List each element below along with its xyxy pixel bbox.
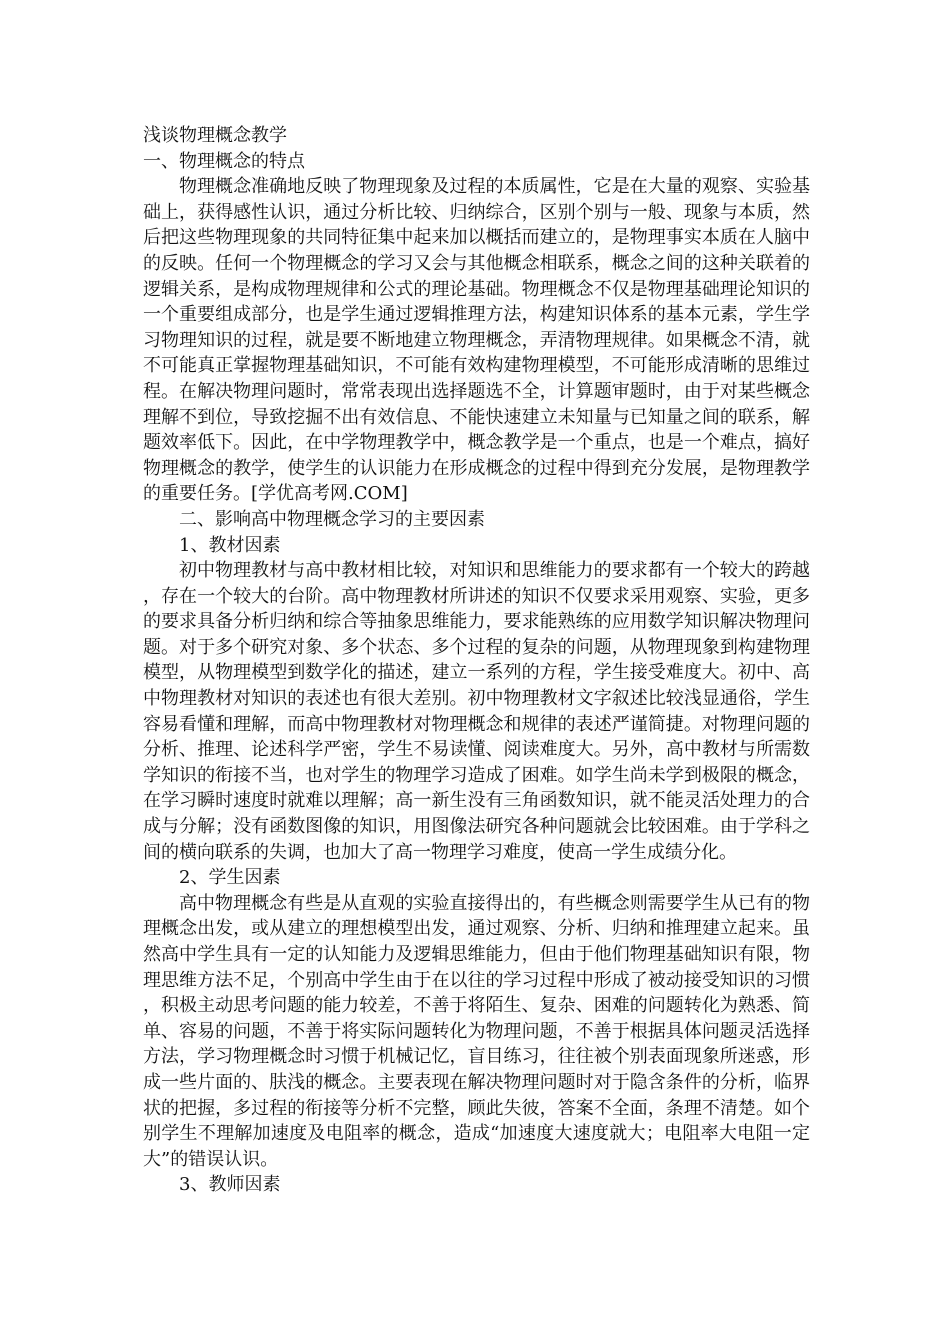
subsection-1-paragraph: 初中物理教材与高中教材相比较，对知识和思维能力的要求都有一个较大的跨越，存在一个较大的台阶。高中物理教材所讲述的知识不仅要求采用观察、实验，更多的要求具备分析归纳和综合等抽象思维能力，要求能熟练的应用数学知识解决物理问题。对于多个研究对象、多个状态、多个过程的复杂的问题，从物理现象到构建物理模型，从物理模型到数学化的描述，建立一系列的方程，学生接受难度大。初中、高中物理教材对知识的表述也有很大差别。初中物理教材文字叙述比较浅显通俗，学生容易看懂和理解，而高中物理教材对物理概念和规律的表述严谨简捷。对物理问题的分析、推理、论述科学严密，学生不易读懂、阅读难度大。另外，高中教材与所需数学知识的衔接不当，也对学生的物理学习造成了困难。如学生尚未学到极限的概念，在学习瞬时速度时就难以理解；高一新生没有三角函数知识，就不能灵活处理力的合成与分解；没有函数图像的知识，用图像法研究各种问题就会比较困难。由于学科之间的横向联系的失调，也加大了高一物理学习难度，使高一学生成绩分化。 bbox=[143, 560, 810, 863]
subsection-1-heading: 1、教材因素 bbox=[179, 534, 281, 556]
document-page bbox=[143, 123, 810, 1198]
document-title: 浅谈物理概念教学 bbox=[143, 125, 287, 146]
section-1-paragraph: 物理概念准确地反映了物理现象及过程的本质属性，它是在大量的观察、实验基础上，获得感性认识，通过分析比较、归纳综合，区别个别与一般、现象与本质，然后把这些物理现象的共同特征集中起来加以概括而建立的，是物理事实本质在人脑中的反映。任何一个物理概念的学习又会与其他概念相联系，概念之间的这种关联着的逻辑关系，是构成物理规律和公式的理论基础。物理概念不仅是物理基础理论知识的一个重要组成部分，也是学生通过逻辑推理方法，构建知识体系的基本元素，学生学习物理知识的过程，就是要不断地建立物理概念，弄清物理规律。如果概念不清，就不可能真正掌握物理基础知识，不可能有效构建物理模型，不可能形成清晰的思维过程。在解决物理问题时，常常表现出选择题选不全，计算题审题时，由于对某些概念理解不到位，导致挖掘不出有效信息、不能快速建立未知量与已知量之间的联系，解题效率低下。因此，在中学物理教学中，概念教学是一个重点，也是一个难点，搞好物理概念的教学，使学生的认识能力在形成概念的过程中得到充分发展，是物理教学的重要任务。[学优高考网.COM] bbox=[143, 176, 810, 505]
subsection-2-heading: 2、学生因素 bbox=[179, 867, 281, 889]
section-1-heading: 一、物理概念的特点 bbox=[143, 150, 305, 172]
subsection-3-heading: 3、教师因素 bbox=[179, 1174, 281, 1196]
section-2-heading: 二、影响高中物理概念学习的主要因素 bbox=[179, 508, 485, 530]
subsection-2-paragraph: 高中物理概念有些是从直观的实验直接得出的，有些概念则需要学生从已有的物理概念出发，或从建立的理想模型出发，通过观察、分析、归纳和推理建立起来。虽然高中学生具有一定的认知能力及逻辑思维能力，但由于他们物理基础知识有限，物理思维方法不足，个别高中学生由于在以往的学习过程中形成了被动接受知识的习惯，积极主动思考问题的能力较差，不善于将陌生、复杂、困难的问题转化为熟悉、简单、容易的问题，不善于将实际问题转化为物理问题，不善于根据具体问题灵活选择方法，学习物理概念时习惯于机械记忆，盲目练习，往往被个别表面现象所迷惑，形成一些片面的、肤浅的概念。主要表现在解决物理问题时对于隐含条件的分析，临界状的把握，多过程的衔接等分析不完整，顾此失彼，答案不全面，条理不清楚。如个别学生不理解加速度及电阻率的概念，造成“加速度大速度就大；电阻率大电阻一定大”的错误认识。 bbox=[143, 892, 810, 1170]
